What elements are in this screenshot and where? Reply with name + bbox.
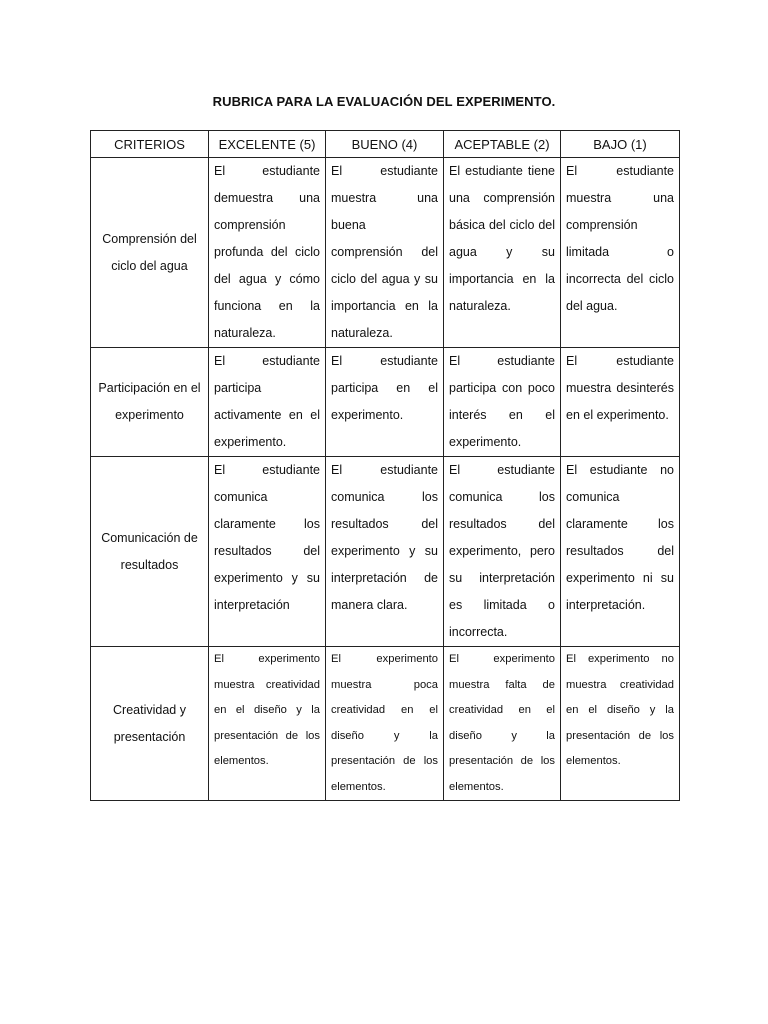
criterion-cell: Comprensión del ciclo del agua <box>91 158 209 348</box>
aceptable-cell: El experimento muestra falta de creatividad en el diseño y la presentación de los elementos. <box>444 647 561 801</box>
table-row <box>91 457 680 647</box>
header-excelente: EXCELENTE (5) <box>209 131 326 158</box>
header-row <box>91 131 680 158</box>
criterion-cell: Participación en el experimento <box>91 348 209 457</box>
bueno-cell: El estudiante muestra una buena comprensión del ciclo del agua y su importancia en la naturaleza. <box>326 158 444 348</box>
bueno-cell: El experimento muestra poca creatividad en el diseño y la presentación de los elementos. <box>326 647 444 801</box>
aceptable-cell: El estudiante tiene una comprensión básica del ciclo del agua y su importancia en la naturaleza. <box>444 158 561 348</box>
header-aceptable: ACEPTABLE (2) <box>444 131 561 158</box>
aceptable-cell: El estudiante comunica los resultados del experimento, pero su interpretación es limitada o incorrecta. <box>444 457 561 647</box>
bajo-cell: El estudiante no comunica claramente los resultados del experimento ni su interpretación. <box>561 457 680 647</box>
table-row <box>91 348 680 457</box>
criterion-cell: Comunicación de resultados <box>91 457 209 647</box>
excelente-cell: El estudiante participa activamente en el experimento. <box>209 348 326 457</box>
excelente-cell: El experimento muestra creatividad en el diseño y la presentación de los elementos. <box>209 647 326 801</box>
bajo-cell: El experimento no muestra creatividad en el diseño y la presentación de los elementos. <box>561 647 680 801</box>
header-bajo: BAJO (1) <box>561 131 680 158</box>
table-row <box>91 158 680 348</box>
rubric-table <box>90 130 680 801</box>
header-criterios: CRITERIOS <box>91 131 209 158</box>
aceptable-cell: El estudiante participa con poco interés en el experimento. <box>444 348 561 457</box>
criterion-cell: Creatividad y presentación <box>91 647 209 801</box>
excelente-cell: El estudiante demuestra una comprensión profunda del ciclo del agua y cómo funciona en la naturaleza. <box>209 158 326 348</box>
bajo-cell: El estudiante muestra una comprensión limitada o incorrecta del ciclo del agua. <box>561 158 680 348</box>
bueno-cell: El estudiante comunica los resultados del experimento y su interpretación de manera clara. <box>326 457 444 647</box>
table-row <box>91 647 680 801</box>
header-bueno: BUENO (4) <box>326 131 444 158</box>
bajo-cell: El estudiante muestra desinterés en el experimento. <box>561 348 680 457</box>
excelente-cell: El estudiante comunica claramente los resultados del experimento y su interpretación <box>209 457 326 647</box>
bueno-cell: El estudiante participa en el experimento. <box>326 348 444 457</box>
document-title: RUBRICA PARA LA EVALUACIÓN DEL EXPERIMENTO. <box>212 94 556 109</box>
